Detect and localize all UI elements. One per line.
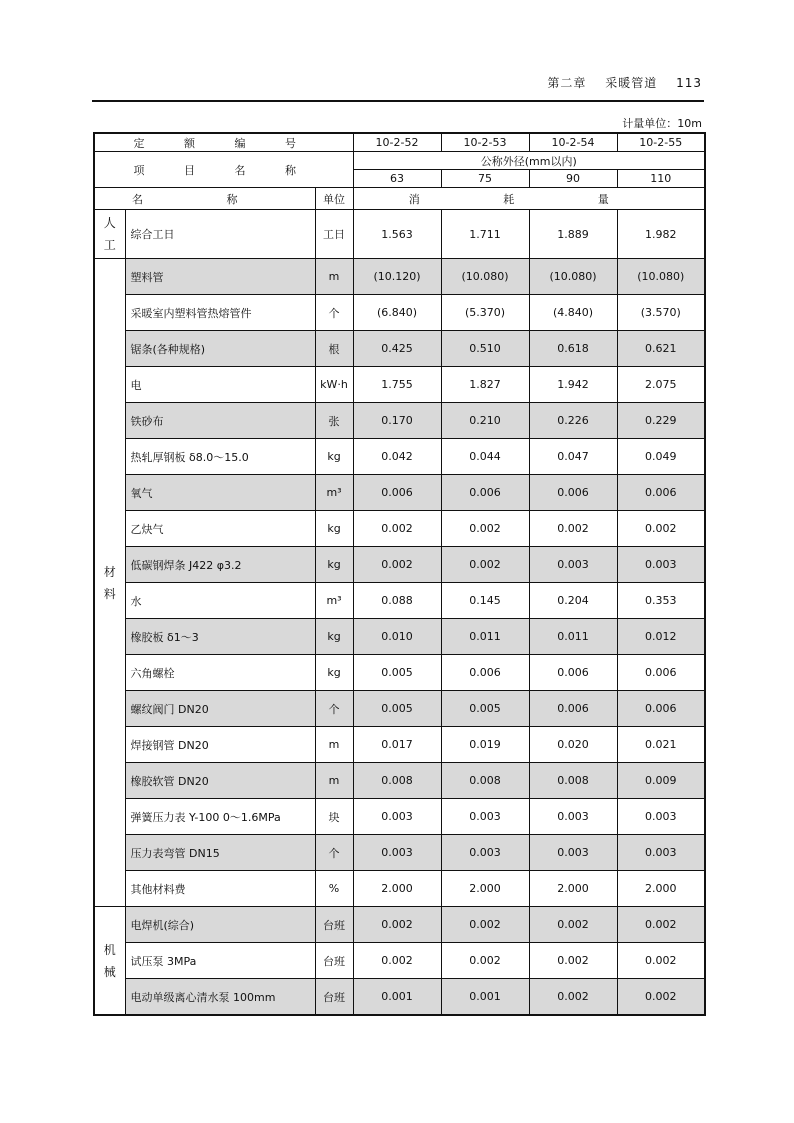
resource-unit: 台班 (315, 943, 353, 979)
consumption-value: 0.002 (441, 943, 529, 979)
unit-column-header: 单位 (315, 188, 353, 210)
resource-unit: m³ (315, 475, 353, 511)
consumption-value: 0.006 (441, 655, 529, 691)
resource-row (94, 583, 705, 619)
consumption-value: 1.711 (441, 210, 529, 259)
category-label: 人 工 (94, 210, 125, 259)
consumption-value: 0.003 (529, 835, 617, 871)
resource-unit: kg (315, 511, 353, 547)
resource-row (94, 331, 705, 367)
resource-row (94, 943, 705, 979)
consumption-value: 0.003 (617, 547, 705, 583)
consumption-value: 0.002 (529, 979, 617, 1016)
resource-name: 综合工日 (125, 210, 315, 259)
diameter-value: 110 (617, 170, 705, 188)
resource-row (94, 619, 705, 655)
consumption-value: 0.002 (617, 943, 705, 979)
resource-name: 六角螺栓 (125, 655, 315, 691)
resource-row (94, 907, 705, 943)
resource-row (94, 210, 705, 259)
consumption-value: (3.570) (617, 295, 705, 331)
consumption-value: 0.010 (353, 619, 441, 655)
consumption-value: 0.006 (529, 475, 617, 511)
consumption-value: 0.008 (441, 763, 529, 799)
consumption-value: 0.021 (617, 727, 705, 763)
consumption-value: 0.145 (441, 583, 529, 619)
consumption-value: 0.003 (441, 835, 529, 871)
resource-row (94, 295, 705, 331)
consumption-value: 0.204 (529, 583, 617, 619)
consumption-value: 0.002 (441, 511, 529, 547)
consumption-value: (6.840) (353, 295, 441, 331)
consumption-value: 0.017 (353, 727, 441, 763)
category-label: 材 料 (94, 259, 125, 907)
chapter-label: 第二章 (547, 76, 587, 90)
consumption-value: 0.002 (617, 907, 705, 943)
consumption-value: 0.012 (617, 619, 705, 655)
consumption-value: 0.618 (529, 331, 617, 367)
consumption-value: 0.042 (353, 439, 441, 475)
resource-name: 采暖室内塑料管热熔管件 (125, 295, 315, 331)
resource-name: 水 (125, 583, 315, 619)
resource-unit: kg (315, 655, 353, 691)
resource-name: 压力表弯管 DN15 (125, 835, 315, 871)
consumption-value: 0.009 (617, 763, 705, 799)
consumption-value: 0.003 (353, 835, 441, 871)
consumption-value: (10.080) (441, 259, 529, 295)
resource-unit: 台班 (315, 907, 353, 943)
consumption-value: 0.006 (617, 655, 705, 691)
consumption-value: 0.001 (353, 979, 441, 1016)
consumption-value: 0.621 (617, 331, 705, 367)
resource-name: 电 (125, 367, 315, 403)
consumption-value: 0.210 (441, 403, 529, 439)
resource-name: 螺纹阀门 DN20 (125, 691, 315, 727)
header-rule (92, 100, 704, 102)
item-name-label: 项 目 名 称 (94, 152, 353, 188)
consumption-value: 0.002 (617, 979, 705, 1016)
resource-name: 试压泵 3MPa (125, 943, 315, 979)
resource-unit: m (315, 763, 353, 799)
consumption-value: 0.020 (529, 727, 617, 763)
consumption-value: 0.001 (441, 979, 529, 1016)
resource-name: 其他材料费 (125, 871, 315, 907)
consumption-value: 0.353 (617, 583, 705, 619)
consumption-value: 0.170 (353, 403, 441, 439)
consumption-value: 1.563 (353, 210, 441, 259)
resource-row (94, 727, 705, 763)
resource-name: 橡胶软管 DN20 (125, 763, 315, 799)
resource-row (94, 439, 705, 475)
consumption-value: 2.000 (529, 871, 617, 907)
quota-table (93, 132, 706, 1016)
resource-name: 焊接钢管 DN20 (125, 727, 315, 763)
resource-row (94, 475, 705, 511)
consumption-value: 2.000 (353, 871, 441, 907)
resource-unit: 个 (315, 691, 353, 727)
resource-unit: m (315, 727, 353, 763)
consumption-value: 0.002 (529, 943, 617, 979)
quota-number-label: 定 额 编 号 (94, 133, 353, 152)
consumption-value: 0.003 (529, 799, 617, 835)
consumption-value: 0.006 (617, 475, 705, 511)
resource-unit: 张 (315, 403, 353, 439)
consumption-value: 0.425 (353, 331, 441, 367)
consumption-value: 0.002 (353, 511, 441, 547)
consumption-value: 2.075 (617, 367, 705, 403)
consumption-value: 0.019 (441, 727, 529, 763)
diameter-value: 90 (529, 170, 617, 188)
unit-note: 计量单位：10m (622, 117, 702, 130)
diameter-label: 公称外径(mm以内) (353, 152, 705, 170)
consumption-value: 0.006 (617, 691, 705, 727)
consumption-value: 0.011 (441, 619, 529, 655)
consumption-value: (10.080) (529, 259, 617, 295)
resource-unit: 个 (315, 835, 353, 871)
consumption-value: 0.510 (441, 331, 529, 367)
resource-name: 橡胶板 δ1～3 (125, 619, 315, 655)
consumption-value: 0.002 (617, 511, 705, 547)
resource-name: 电动单级离心清水泵 100mm (125, 979, 315, 1016)
resource-unit: 块 (315, 799, 353, 835)
section-title: 采暖管道 (605, 76, 658, 90)
resource-name: 氧气 (125, 475, 315, 511)
consumption-value: 0.006 (353, 475, 441, 511)
consumption-value: 0.005 (353, 655, 441, 691)
consumption-value: 0.003 (529, 547, 617, 583)
consumption-value: 0.049 (617, 439, 705, 475)
consumption-value: 1.827 (441, 367, 529, 403)
consumption-value: 0.002 (441, 907, 529, 943)
resource-name: 弹簧压力表 Y-100 0～1.6MPa (125, 799, 315, 835)
resource-unit: 台班 (315, 979, 353, 1016)
quota-code: 10-2-53 (441, 133, 529, 152)
consumption-value: 0.003 (617, 835, 705, 871)
resource-row (94, 871, 705, 907)
resource-name: 热轧厚钢板 δ8.0～15.0 (125, 439, 315, 475)
page-number: 113 (676, 76, 702, 90)
consumption-value: 2.000 (617, 871, 705, 907)
consumption-value: 1.755 (353, 367, 441, 403)
resource-name: 乙炔气 (125, 511, 315, 547)
consumption-value: (5.370) (441, 295, 529, 331)
name-column-header: 名 称 (94, 188, 315, 210)
page-header (533, 74, 702, 91)
consumption-column-header: 消 耗 量 (353, 188, 705, 210)
resource-unit: 个 (315, 295, 353, 331)
consumption-value: 0.229 (617, 403, 705, 439)
consumption-value: 0.002 (353, 547, 441, 583)
consumption-value: 0.006 (441, 475, 529, 511)
category-label: 机 械 (94, 907, 125, 1016)
consumption-value: 0.003 (441, 799, 529, 835)
resource-row (94, 259, 705, 295)
column-header-row (94, 188, 705, 210)
resource-name: 低碳钢焊条 J422 φ3.2 (125, 547, 315, 583)
resource-unit: kg (315, 547, 353, 583)
resource-row (94, 979, 705, 1016)
resource-name: 铁砂布 (125, 403, 315, 439)
consumption-value: 0.005 (441, 691, 529, 727)
quota-code: 10-2-55 (617, 133, 705, 152)
quota-code: 10-2-54 (529, 133, 617, 152)
quota-number-row (94, 133, 705, 152)
resource-unit: m³ (315, 583, 353, 619)
diameter-value: 75 (441, 170, 529, 188)
consumption-value: (4.840) (529, 295, 617, 331)
resource-unit: 根 (315, 331, 353, 367)
resource-unit: m (315, 259, 353, 295)
consumption-value: (10.080) (617, 259, 705, 295)
resource-name: 塑料管 (125, 259, 315, 295)
resource-unit: kg (315, 439, 353, 475)
consumption-value: 0.003 (353, 799, 441, 835)
consumption-value: 0.002 (441, 547, 529, 583)
resource-unit: kW·h (315, 367, 353, 403)
resource-row (94, 835, 705, 871)
resource-row (94, 367, 705, 403)
diameter-value: 63 (353, 170, 441, 188)
diameter-label-row (94, 152, 705, 170)
consumption-value: 0.008 (353, 763, 441, 799)
consumption-value: 0.011 (529, 619, 617, 655)
resource-row (94, 403, 705, 439)
consumption-value: 0.002 (529, 511, 617, 547)
quota-code: 10-2-52 (353, 133, 441, 152)
resource-unit: % (315, 871, 353, 907)
consumption-value: 0.003 (617, 799, 705, 835)
consumption-value: 0.002 (353, 943, 441, 979)
consumption-value: 0.002 (353, 907, 441, 943)
resource-row (94, 763, 705, 799)
consumption-value: 0.088 (353, 583, 441, 619)
resource-row (94, 799, 705, 835)
consumption-value: 1.889 (529, 210, 617, 259)
resource-row (94, 547, 705, 583)
consumption-value: 1.942 (529, 367, 617, 403)
resource-row (94, 691, 705, 727)
consumption-value: 0.226 (529, 403, 617, 439)
consumption-value: 1.982 (617, 210, 705, 259)
resource-name: 锯条(各种规格) (125, 331, 315, 367)
consumption-value: 0.002 (529, 907, 617, 943)
consumption-value: 0.006 (529, 691, 617, 727)
resource-row (94, 655, 705, 691)
consumption-value: 0.005 (353, 691, 441, 727)
consumption-value: 0.044 (441, 439, 529, 475)
consumption-value: 0.008 (529, 763, 617, 799)
resource-row (94, 511, 705, 547)
resource-name: 电焊机(综合) (125, 907, 315, 943)
consumption-value: (10.120) (353, 259, 441, 295)
consumption-value: 0.006 (529, 655, 617, 691)
consumption-value: 0.047 (529, 439, 617, 475)
resource-unit: 工日 (315, 210, 353, 259)
resource-unit: kg (315, 619, 353, 655)
consumption-value: 2.000 (441, 871, 529, 907)
